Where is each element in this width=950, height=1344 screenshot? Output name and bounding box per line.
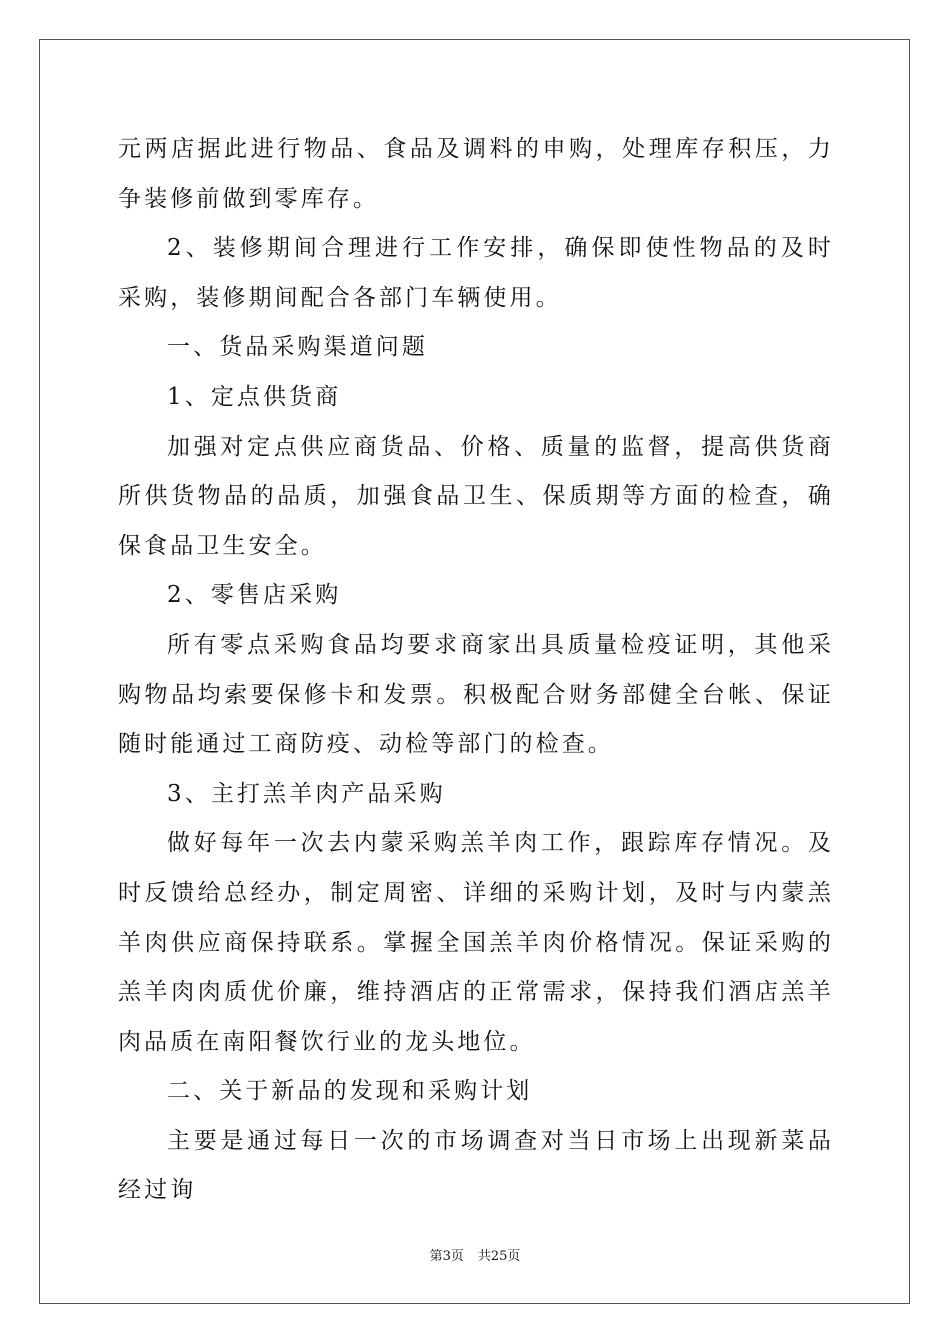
paragraph: 所有零点采购食品均要求商家出具质量检疫证明，其他采购物品均索要保修卡和发票。积极配合财务部健全台帐、保证随时能通过工商防疫、动检等部门的检查。 bbox=[118, 631, 834, 758]
paragraph: 元两店据此进行物品、食品及调料的申购，处理库存积压，力争装修前做到零库存。 bbox=[118, 136, 834, 212]
paragraph: 2、装修期间合理进行工作安排，确保即使性物品的及时采购，装修期间配合各部门车辆使用。 bbox=[118, 235, 834, 311]
section-heading: 一、货品采购渠道问题 bbox=[167, 334, 428, 361]
paragraph: 主要是通过每日一次的市场调查对当日市场上出现新菜品经过询 bbox=[118, 1127, 834, 1204]
section-heading: 二、关于新品的发现和采购计划 bbox=[167, 1078, 533, 1105]
paragraph: 加强对定点供应商货品、价格、质量的监督，提高供货商所供货物品的品质，加强食品卫生、保质期等方面的检查，确保食品卫生安全。 bbox=[118, 433, 834, 559]
page-footer bbox=[0, 1247, 950, 1267]
document-body bbox=[118, 125, 834, 1216]
subsection-heading: 1、定点供货商 bbox=[167, 383, 342, 410]
subsection-heading: 3、主打羔羊肉产品采购 bbox=[167, 780, 446, 807]
page-total: 共25页 bbox=[477, 1249, 521, 1264]
paragraph: 做好每年一次去内蒙采购羔羊肉工作，跟踪库存情况。及时反馈给总经办，制定周密、详细的采购计划，及时与内蒙羔羊肉供应商保持联系。掌握全国羔羊肉价格情况。保证采购的羔羊肉肉质优价廉，维持酒店的正常需求，保持我们酒店羔羊肉品质在南阳餐饮行业的龙头地位。 bbox=[118, 830, 834, 1055]
subsection-heading: 2、零售店采购 bbox=[167, 582, 342, 609]
page-number: 第3页 bbox=[429, 1249, 464, 1264]
